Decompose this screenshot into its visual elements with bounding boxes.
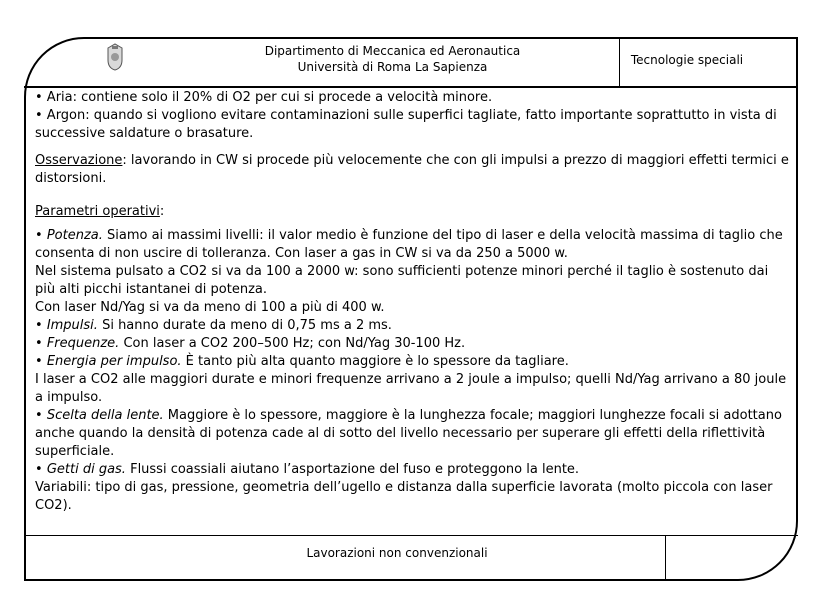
university-seal-icon	[105, 42, 125, 72]
osservazione-label: Osservazione	[35, 153, 123, 168]
lente-label: Scelta della lente.	[46, 408, 164, 423]
frequenze-label: Frequenze.	[46, 336, 120, 351]
slide-body	[35, 89, 790, 515]
header-title	[180, 43, 605, 75]
osservazione-paragraph	[35, 152, 790, 188]
pulsato-paragraph: Nel sistema pulsato a CO2 si va da 100 a 2000 w: sono sufficienti potenze minori perché il taglio è sostenuto dai più alti picchi istantanei di potenza.	[35, 264, 769, 297]
energia-label: Energia per impulso.	[46, 354, 182, 369]
footer-title: Lavorazioni non convenzionali	[306, 546, 488, 560]
footer-divider	[665, 535, 666, 580]
impulsi-label: Impulsi.	[46, 318, 98, 333]
impulsi-item: • Impulsi. Si hanno durate da meno di 0,75 ms a 2 ms.	[35, 318, 392, 333]
university-name: Università di Roma La Sapienza	[297, 60, 488, 74]
getti-item: • Getti di gas. Flussi coassiali aiutano l’asportazione del fuso e proteggono la lente.	[35, 462, 580, 477]
potenza-item: • Potenza. Siamo ai massimi livelli: il valor medio è funzione del tipo di laser e della velocità massima di taglio che consenta di non uscire di tolleranza. Con laser a gas in CW si va da 250 a 5000 w.	[35, 228, 783, 261]
parametri-label: Parametri operativi	[35, 204, 160, 219]
course-tag: Tecnologie speciali	[630, 53, 744, 67]
header-divider	[619, 39, 620, 86]
lente-item: • Scelta della lente. Maggiore è lo spessore, maggiore è la lunghezza focale; maggiori lunghezze focali si adottano anche quando la densità di potenza cade al di sotto del livello necessario per superare gli effetti della riflettività superficiale.	[35, 408, 782, 459]
potenza-label: Potenza.	[46, 228, 103, 243]
energia-item: • Energia per impulso. È tanto più alta quanto maggiore è lo spessore da tagliare.	[35, 354, 569, 369]
department-name: Dipartimento di Meccanica ed Aeronautica	[264, 44, 521, 58]
parametri-heading: Parametri operativi:	[35, 204, 165, 219]
header-rule	[24, 86, 798, 88]
osservazione-text: : lavorando in CW si procede più velocemente che con gli impulsi a prezzo di maggiori effetti termici e distorsioni.	[35, 153, 789, 186]
frequenze-item: • Frequenze. Con laser a CO2 200–500 Hz; con Nd/Yag 30-100 Hz.	[35, 336, 466, 351]
aria-item: • Aria: contiene solo il 20% di O2 per cui si procede a velocità minore.	[35, 90, 493, 105]
variabili-paragraph: Variabili: tipo di gas, pressione, geometria dell’ugello e distanza dalla superficie lavorata (molto piccola con laser CO2).	[35, 480, 773, 513]
argon-item: • Argon: quando si vogliono evitare contaminazioni sulle superfici tagliate, fatto importante soprattutto in vista di successive saldature o brasature.	[35, 108, 777, 141]
footer-rule	[24, 535, 798, 536]
getti-label: Getti di gas.	[46, 462, 126, 477]
ndyag-paragraph: Con laser Nd/Yag si va da meno di 100 a più di 400 w.	[35, 300, 385, 315]
energia-detail: I laser a CO2 alle maggiori durate e minori frequenze arrivano a 2 joule a impulso; quelli Nd/Yag arrivano a 80 joule a impulso.	[35, 372, 787, 405]
